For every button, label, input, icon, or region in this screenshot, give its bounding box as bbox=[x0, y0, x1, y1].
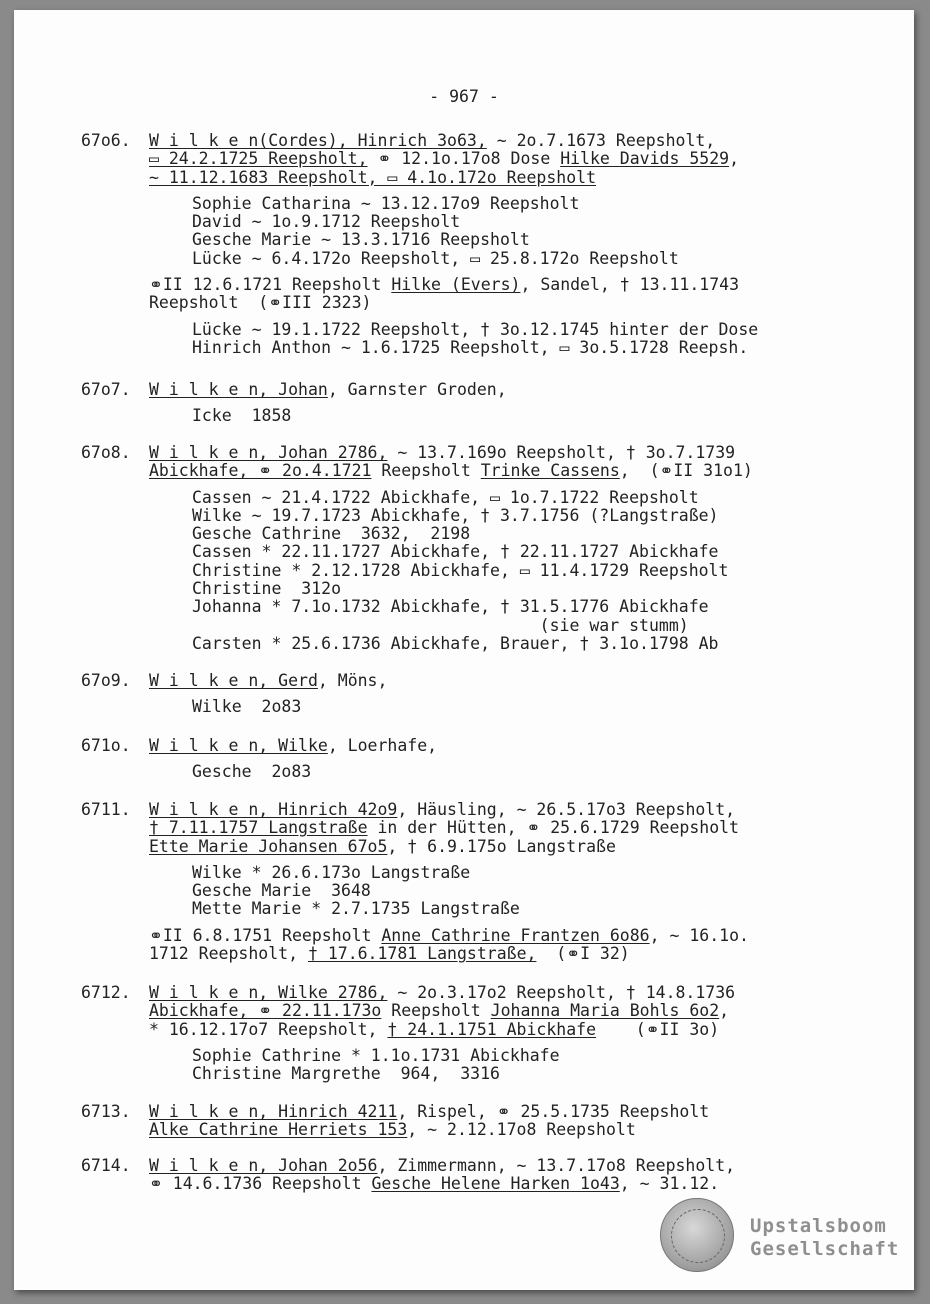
underlined-text: W i l k e n, Johan 2o56 bbox=[149, 1156, 378, 1175]
text-segment: , Möns, bbox=[317, 671, 388, 690]
entry-headline bbox=[81, 672, 874, 690]
underlined-text: † 17.6.1781 Langstraße, bbox=[307, 944, 537, 964]
entry-headline bbox=[81, 381, 874, 399]
entry-6710 bbox=[81, 737, 874, 782]
entry-6706 bbox=[81, 132, 874, 357]
underlined-text: † 7.11.1757 Langstraße bbox=[149, 818, 368, 838]
underlined-text: Alke Cathrine Herriets 153 bbox=[149, 1120, 408, 1140]
child-line: Lücke ~ 6.4.172o Reepsholt, ▭ 25.8.172o Reepsholt bbox=[192, 248, 679, 268]
underlined-text: W i l k e n(Cordes), Hinrich 3o63, bbox=[149, 131, 487, 150]
text-segment: (⚭I 32) bbox=[536, 944, 630, 964]
text-segment: Reepsholt bbox=[371, 461, 481, 481]
entry-6713 bbox=[81, 1103, 874, 1140]
page-number: - 967 - bbox=[429, 87, 499, 106]
text-segment: ⚭II 6.8.1751 Reepsholt bbox=[149, 925, 382, 945]
underlined-text: Johanna Maria Bohls 6o2 bbox=[490, 1001, 720, 1021]
child-line: Christine Margrethe 964, 3316 bbox=[192, 1064, 500, 1084]
child-line: Sophie Cathrine * 1.1o.1731 Abickhafe bbox=[192, 1045, 560, 1065]
text-segment: * 16.12.17o7 Reepsholt, bbox=[149, 1019, 388, 1039]
entry-number: 6712. bbox=[81, 983, 131, 1002]
underlined-text: W i l k e n, Gerd bbox=[149, 671, 318, 690]
entry-line bbox=[81, 838, 874, 856]
underlined-text: Abickhafe, ⚭ 22.11.173o bbox=[149, 1001, 382, 1021]
brand-logo bbox=[750, 1215, 899, 1261]
child-line: (sie war stumm) bbox=[192, 615, 689, 635]
child-line: David ~ 1o.9.1712 Reepsholt bbox=[192, 212, 461, 232]
underlined-text: Hilke (Evers) bbox=[391, 275, 521, 295]
entry-number: 671o. bbox=[81, 736, 131, 755]
entry-number: 6713. bbox=[81, 1102, 131, 1121]
entry-number: 67o9. bbox=[81, 671, 131, 690]
child-line: Gesche Marie ~ 13.3.1716 Reepsholt bbox=[192, 230, 530, 250]
brand-line-2: Gesellschaft bbox=[750, 1238, 900, 1260]
entry-6711 bbox=[81, 801, 874, 963]
entry-6709 bbox=[81, 672, 874, 717]
entry-headline bbox=[81, 1103, 874, 1121]
underlined-text: Hilke Davids 5529 bbox=[560, 149, 730, 169]
entry-headline bbox=[81, 132, 874, 150]
entry-headline bbox=[81, 1157, 874, 1175]
text-segment: Reepsholt (⚭III 2323) bbox=[149, 293, 372, 313]
underlined-text: W i l k e n, Johan 2786, bbox=[149, 443, 388, 462]
child-line: Gesche 2o83 bbox=[192, 762, 312, 782]
entry-line bbox=[81, 1175, 874, 1193]
entry-number: 6711. bbox=[81, 800, 131, 819]
text-segment: , Zimmermann, ~ 13.7.17o8 Reepsholt, bbox=[377, 1156, 736, 1175]
text-segment: (⚭II 3o) bbox=[596, 1019, 720, 1039]
entry-headline bbox=[81, 984, 874, 1002]
entry-6708 bbox=[81, 444, 874, 653]
underlined-text: † 24.1.1751 Abickhafe bbox=[387, 1019, 597, 1039]
underlined-text: Trinke Cassens bbox=[480, 461, 620, 481]
upstalsboom-seal-icon bbox=[660, 1198, 734, 1272]
text-segment: , bbox=[719, 1001, 730, 1021]
underlined-text: ▭ 24.2.1725 Reepsholt, bbox=[149, 149, 368, 169]
child-line: Wilke 2o83 bbox=[192, 697, 302, 717]
text-segment: , Rispel, ⚭ 25.5.1735 Reepsholt bbox=[397, 1102, 710, 1121]
entry-line bbox=[81, 462, 874, 480]
text-segment: , Loerhafe, bbox=[327, 736, 438, 755]
entry-line bbox=[81, 169, 874, 187]
child-line: Wilke * 26.6.173o Langstraße bbox=[192, 862, 471, 882]
document-page bbox=[14, 10, 914, 1290]
underlined-text: W i l k e n, Johan bbox=[149, 380, 328, 399]
child-line: Gesche Cathrine 3632, 2198 bbox=[192, 524, 471, 544]
child-line: Mette Marie * 2.7.1735 Langstraße bbox=[192, 899, 520, 919]
underlined-text: Anne Cathrine Frantzen 6o86 bbox=[381, 925, 650, 945]
child-line: Gesche Marie 3648 bbox=[192, 881, 371, 901]
text-segment: , Häusling, ~ 26.5.17o3 Reepsholt, bbox=[397, 800, 736, 819]
child-line: Sophie Catharina ~ 13.12.17o9 Reepsholt bbox=[192, 193, 580, 213]
entry-line bbox=[81, 819, 874, 837]
child-line: Wilke ~ 19.7.1723 Abickhafe, † 3.7.1756 (?Langstraße) bbox=[192, 505, 719, 525]
underlined-text: W i l k e n, Hinrich 42o9 bbox=[149, 800, 398, 819]
underlined-text: ~ 11.12.1683 Reepsholt, ▭ 4.1o.172o Reepsholt bbox=[149, 167, 597, 187]
underlined-text: W i l k e n, Hinrich 4211 bbox=[149, 1102, 398, 1121]
entry-number: 6714. bbox=[81, 1156, 131, 1175]
entry-6712 bbox=[81, 984, 874, 1083]
text-segment: , bbox=[729, 149, 740, 169]
second-marriage-line bbox=[81, 927, 874, 945]
text-segment: , (⚭II 31o1) bbox=[619, 461, 753, 481]
entry-6714 bbox=[81, 1157, 874, 1194]
entry-line bbox=[81, 1021, 874, 1039]
entry-headline bbox=[81, 444, 874, 462]
entry-line bbox=[81, 150, 874, 168]
text-segment: ⚭II 12.6.1721 Reepsholt bbox=[149, 275, 392, 295]
text-segment: , ~ 2.12.17o8 Reepsholt bbox=[407, 1120, 636, 1140]
text-segment: ~ 13.7.169o Reepsholt, † 3o.7.1739 bbox=[387, 443, 736, 462]
entry-6707 bbox=[81, 381, 874, 426]
brand-line-1: Upstalsboom bbox=[750, 1215, 887, 1237]
text-segment: , ~ 31.12. bbox=[619, 1174, 720, 1194]
underlined-text: Gesche Helene Harken 1o43 bbox=[371, 1174, 620, 1194]
child-line: Lücke ~ 19.1.1722 Reepsholt, † 3o.12.1745 hinter der Dose bbox=[192, 319, 759, 339]
underlined-text: W i l k e n, Wilke bbox=[149, 736, 328, 755]
entry-number: 67o8. bbox=[81, 443, 131, 462]
child-line: Carsten * 25.6.1736 Abickhafe, Brauer, † 3.1o.1798 Ab bbox=[192, 633, 719, 653]
child-line: Cassen ~ 21.4.1722 Abickhafe, ▭ 1o.7.1722 Reepsholt bbox=[192, 487, 699, 507]
text-segment: , Sandel, † 13.11.1743 bbox=[520, 275, 739, 295]
underlined-text: Ette Marie Johansen 67o5 bbox=[149, 836, 388, 856]
text-segment: ⚭ 12.1o.17o8 Dose bbox=[367, 149, 561, 169]
text-segment: ⚭ 14.6.1736 Reepsholt bbox=[149, 1174, 372, 1194]
entry-number: 67o7. bbox=[81, 380, 131, 399]
child-line: Icke 1858 bbox=[192, 406, 292, 426]
second-marriage-line bbox=[81, 276, 874, 294]
entry-headline bbox=[81, 801, 874, 819]
text-segment: in der Hütten, ⚭ 25.6.1729 Reepsholt bbox=[367, 818, 739, 838]
text-segment: ~ 2o.7.1673 Reepsholt, bbox=[486, 131, 716, 150]
text-segment: , † 6.9.175o Langstraße bbox=[387, 836, 616, 856]
underlined-text: W i l k e n, Wilke 2786, bbox=[149, 983, 388, 1002]
text-segment: 1712 Reepsholt, bbox=[149, 944, 308, 964]
entry-number: 67o6. bbox=[81, 131, 131, 150]
text-segment: , Garnster Groden, bbox=[327, 380, 507, 399]
child-line: Cassen * 22.11.1727 Abickhafe, † 22.11.1727 Abickhafe bbox=[192, 542, 719, 562]
entry-headline bbox=[81, 737, 874, 755]
entry-line bbox=[81, 1121, 874, 1139]
text-segment: , ~ 16.1o. bbox=[649, 925, 749, 945]
child-line: Christine * 2.12.1728 Abickhafe, ▭ 11.4.1729 Reepsholt bbox=[192, 560, 729, 580]
child-line: Christine 312o bbox=[192, 579, 342, 599]
underlined-text: Abickhafe, ⚭ 2o.4.1721 bbox=[149, 461, 372, 481]
entry-line bbox=[81, 1002, 874, 1020]
second-marriage-line bbox=[81, 294, 874, 312]
text-segment: ~ 2o.3.17o2 Reepsholt, † 14.8.1736 bbox=[387, 983, 736, 1002]
text-segment: Reepsholt bbox=[381, 1001, 491, 1021]
child-line: Hinrich Anthon ~ 1.6.1725 Reepsholt, ▭ 3o.5.1728 Reepsh. bbox=[192, 337, 749, 357]
child-line: Johanna * 7.1o.1732 Abickhafe, † 31.5.1776 Abickhafe bbox=[192, 597, 709, 617]
second-marriage-line bbox=[81, 945, 874, 963]
